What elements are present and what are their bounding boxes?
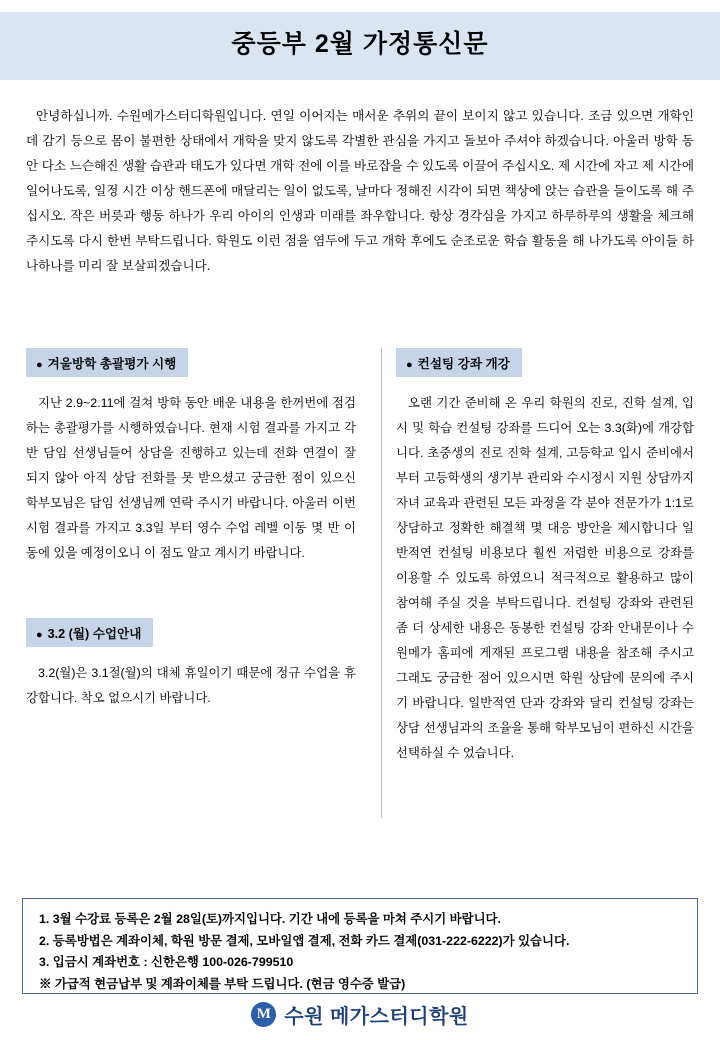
notice-list: [39, 909, 681, 995]
body-columns: [26, 348, 694, 818]
right-column: [396, 348, 694, 766]
footer-logo-text: 수원 메가스터디학원: [284, 1006, 469, 1028]
section-heading-consulting: [396, 348, 522, 377]
section-body-text: 3.2(월)은 3.1절(월)의 대체 휴일이기 때문에 정규 수업을 휴강합니다. 착오 없으시기 바랍니다.: [26, 666, 356, 705]
section-heading-winter-exam: [26, 348, 188, 377]
section-body-text: 오랜 기간 준비해 온 우리 학원의 진로, 진학 설계, 입시 및 학습 컨설팅 강좌를 드디어 오는 3.3(화)에 개강합니다. 초중생의 진로 진학 설계, 고등학교 입시 준비에서부터 고등학생의 생기부 관리와 수시정시 지원 상담까지 자녀 교육과 관련된 모든 과정을 각 분야 전문가가 1:1로 상담하고 정확한 해결책 몇 대응 방안을 제시합니다 일반적연 컨설팅 비용보다 훨씬 저렴한 비용으로 강좌를 이용할 수 있도록 하였으니 적극적으로 활용하고 많이 참여해 주실 것을 부탁드립니다. 컨설팅 강좌와 관련된 좀 더 상세한 내용은 동봉한 컨설팅 강좌 안내문이나 수원메가 홈피에 게재된 프로그램 내용을 참조해 주시고 그래도 궁금한 점어 있으시면 학원 상담에 문의에 주시기 바랍니다. 일반적연 단과 강좌와 달리 컨설팅 강좌는 상담 선생님과의 조율을 통해 학부모님이 편하신 시간을 선택하실 수 었습니다.: [396, 396, 694, 760]
section-body-text: 지난 2.9~2.11에 걸쳐 방학 동안 배운 내용을 한꺼번에 점검하는 총괄평가를 시행하였습니다. 현재 시험 결과를 가지고 각 반 담임 선생님들어 상담을 진행하고 있는데 전화 연결이 잘 되지 않아 아직 상담 전화를 못 받으셨고 궁금한 점이 있으신 학부모님은 담임 선생님께 연락 주시기 바랍니다. 아울러 이번 시험 결과를 가지고 3.3일 부터 영수 수업 레벨 이동 몇 반 이동에 있을 예정이오니 이 점도 알고 계시기 바랍니다.: [26, 396, 356, 560]
section-class-notice: [26, 618, 356, 711]
list-item: 2. 등록방법은 계좌이체, 학원 방문 결제, 모바일앱 결제, 전화 카드 결제(031-222-6222)가 있습니다.: [39, 933, 570, 948]
bullet-icon: ●: [36, 629, 43, 641]
left-column: [26, 348, 356, 711]
section-heading-text: 겨울방학 총괄평가 시행: [47, 357, 177, 371]
footer-logo: [0, 1000, 720, 1029]
intro-paragraph: [26, 104, 694, 279]
section-body-consulting: [396, 391, 694, 766]
section-body-winter-exam: [26, 391, 356, 566]
megastudy-logo-icon: M: [251, 1002, 276, 1027]
bullet-icon: ●: [406, 359, 413, 371]
list-item: 1. 3월 수강료 등록은 2월 28일(토)까지입니다. 기간 내에 등록을 마쳐 주시기 바랍니다.: [39, 912, 501, 926]
section-heading-text: 컨설팅 강좌 개강: [417, 357, 510, 371]
page-title: 중등부 2월 가정통신문: [231, 30, 489, 58]
notice-box: [22, 898, 698, 994]
section-body-class-notice: [26, 661, 356, 711]
list-item: ※ 가급적 현금납부 및 계좌이체를 부탁 드립니다. (현금 영수증 발급): [39, 976, 406, 991]
list-item: 3. 입금시 계좌번호 : 신한은행 100-026-799510: [39, 955, 294, 969]
column-divider: [381, 348, 382, 818]
intro-text: 안녕하십니까. 수원메가스터디학원입니다. 연일 이어지는 매서운 추위의 끝이 보이지 않고 있습니다. 조금 있으면 개학인데 감기 등으로 몸이 불편한 상태에서 개학을 맞지 않도록 각별한 관심을 가지고 돌보아 주셔야 하겠습니다. 아울러 방학 동안 다소 느슨해진 생활 습관과 태도가 있다면 개학 전에 이를 바로잡을 수 있도록 이끌어 주십시오. 제 시간에 자고 제 시간에 일어나도록, 일정 시간 이상 핸드폰에 매달리는 일이 없도록, 날마다 정해진 시각이 되면 책상에 앉는 습관을 들이도록 해 주십시오. 작은 버릇과 행동 하나가 우리 아이의 인생과 미래를 좌우합니다. 항상 경각심을 가지고 하루하루의 생활을 체크해 주시도록 다시 한번 부탁드립니다. 학원도 이런 점을 염두에 두고 개학 후에도 순조로운 학습 활동을 해 나가도록 아이들 하나하나를 미리 잘 보살피겠습니다.: [26, 109, 694, 273]
section-heading-class-notice: [26, 618, 153, 647]
section-consulting: [396, 348, 694, 766]
section-winter-exam: [26, 348, 356, 566]
bullet-icon: ●: [36, 359, 43, 371]
section-heading-text: 3.2 (월) 수업안내: [47, 627, 142, 641]
